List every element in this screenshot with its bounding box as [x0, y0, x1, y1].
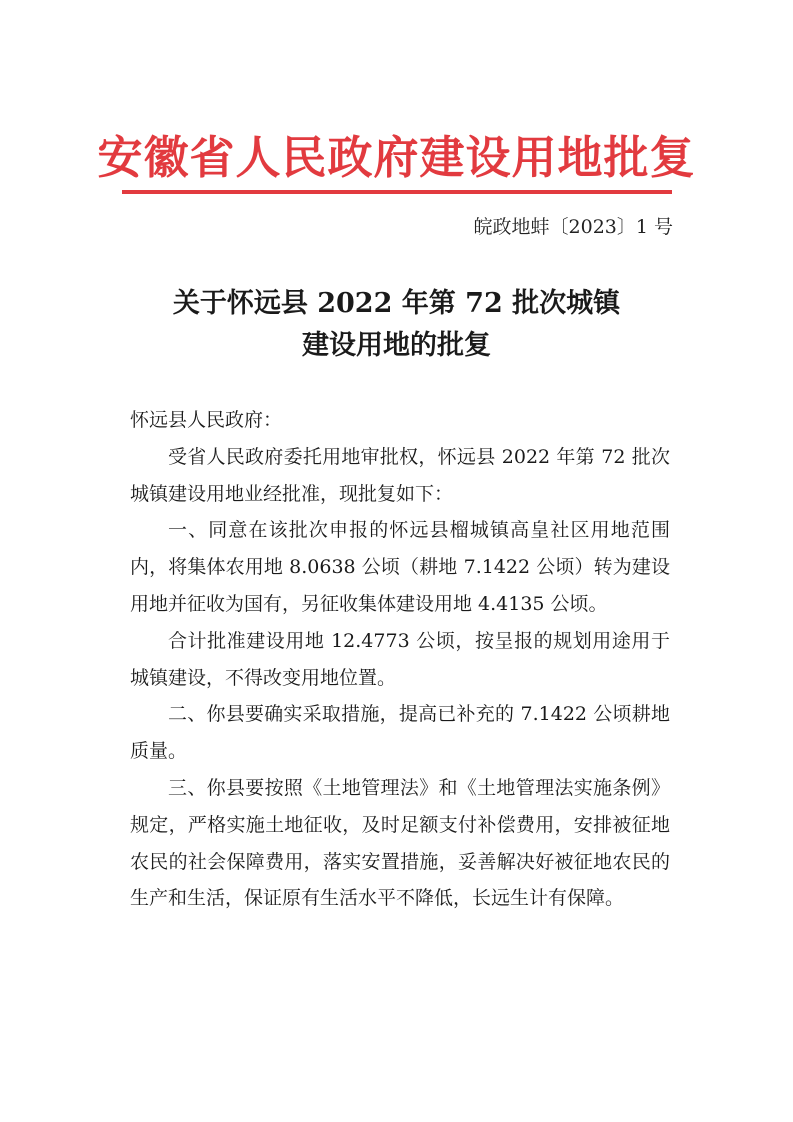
document-number: 皖政地蚌〔2023〕1 号: [473, 216, 673, 238]
document-body: [130, 402, 670, 917]
issuer-header: 安徽省人民政府建设用地批复: [97, 131, 696, 184]
paragraph-total: 合计批准建设用地 12.4773 公顷，按呈报的规划用途用于城镇建设，不得改变用地位置。: [130, 629, 670, 689]
title-line-1: 关于怀远县 2022 年第 72 批次城镇: [172, 288, 621, 319]
paragraph-intro: 受省人民政府委托用地审批权，怀远县 2022 年第 72 批次城镇建设用地业经批准，现批复如下：: [130, 445, 670, 505]
paragraph-item-3: 三、你县要按照《土地管理法》和《土地管理法实施条例》规定，严格实施土地征收，及时足额支付补偿费用，安排被征地农民的社会保障费用，落实安置措施，妥善解决好被征地农民的生产和生活，保证原有生活水平不降低，长远生计有保障。: [130, 776, 670, 910]
salutation: 怀远县人民政府：: [130, 409, 283, 431]
title-line-2: 建设用地的批复: [302, 330, 491, 361]
paragraph-item-2: 二、你县要确实采取措施，提高已补充的 7.1422 公顷耕地质量。: [130, 703, 670, 763]
red-divider-line: [122, 190, 672, 194]
document-title: [0, 283, 793, 367]
paragraph-item-1: 一、同意在该批次申报的怀远县榴城镇高皇社区用地范围内，将集体农用地 8.0638 公顷（耕地 7.1422 公顷）转为建设用地并征收为国有，另征收集体建设用地 4.4135 公顷。: [130, 519, 670, 615]
